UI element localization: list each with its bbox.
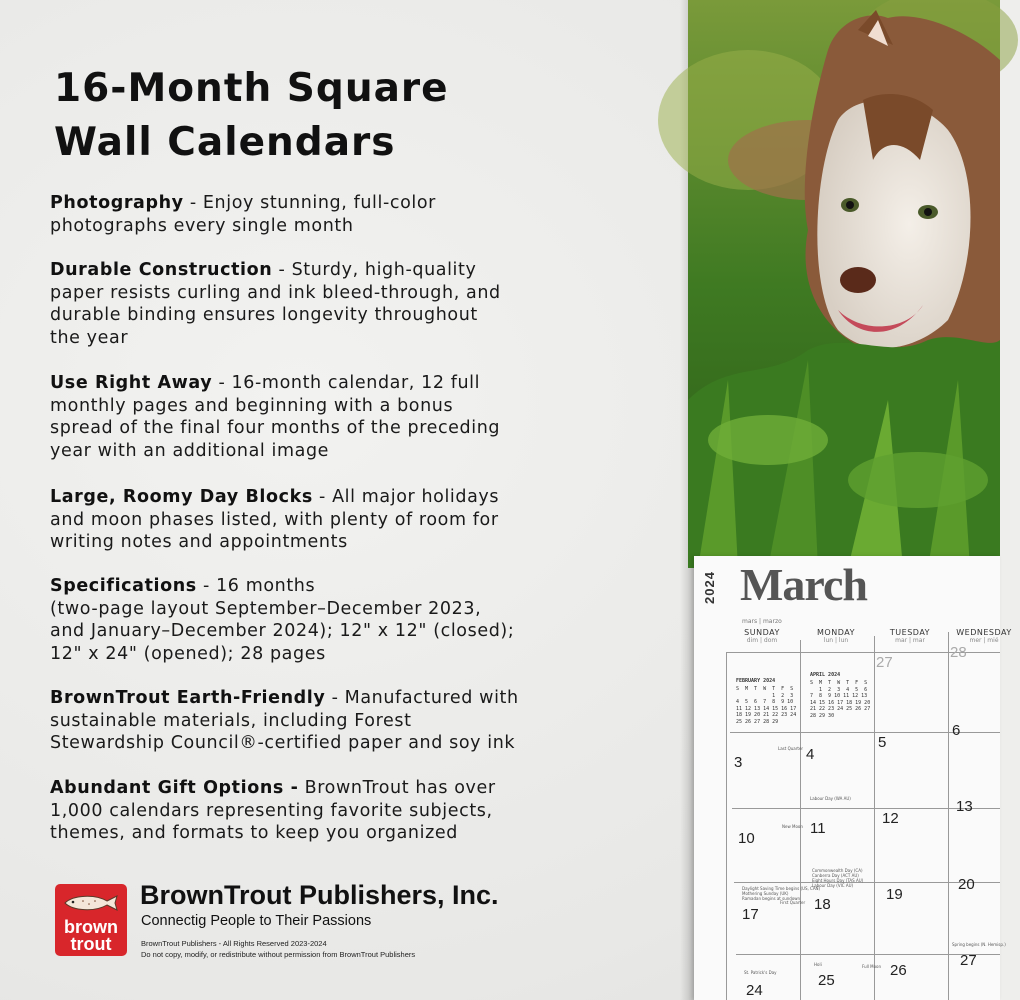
- feature-durable-construction: [50, 259, 650, 349]
- logo-word-brown: brown: [64, 917, 118, 937]
- feature-text: - 16-month calendar, 12 full: [212, 373, 481, 393]
- feature-text: photographs every single month: [50, 215, 354, 236]
- day-cell-19[interactable]: 19: [886, 886, 903, 903]
- calendar-year: 2024: [702, 571, 717, 604]
- calendar-month-translations: mars | marzo: [742, 618, 782, 625]
- grid-line: [948, 632, 949, 1000]
- feature-title: Photography: [50, 193, 184, 213]
- day-translation: lun | lun: [823, 637, 849, 644]
- page-title-line-2: Wall Calendars: [54, 120, 396, 165]
- day-translation: mer | mié: [969, 637, 999, 644]
- feature-text: paper resists curling and ink bleed-through, and: [50, 282, 501, 303]
- note-spring-begins: Spring begins (N. Hemisp.): [952, 942, 1006, 947]
- day-header-tuesday: [874, 628, 946, 644]
- note-first-quarter: First Quarter: [780, 900, 806, 905]
- note-commonwealth-day: Commonwealth Day (CA): [812, 868, 863, 873]
- day-cell-27[interactable]: 27: [960, 952, 977, 969]
- note-daylight-saving: Daylight Saving Time begins (US, CAN): [742, 886, 821, 891]
- feature-text: durable binding ensures longevity throughout: [50, 305, 478, 325]
- day-cell-5[interactable]: 5: [878, 734, 887, 751]
- feature-text: spread of the final four months of the preceding: [50, 418, 501, 438]
- day-header-monday: [800, 628, 872, 644]
- note-st-patricks-day: St. Patrick's Day: [744, 970, 777, 975]
- day-cell-3[interactable]: 3: [734, 754, 743, 771]
- day-cell-25[interactable]: 25: [818, 972, 835, 989]
- day-name: TUESDAY: [889, 628, 931, 637]
- feature-earth-friendly: [50, 687, 650, 755]
- day-name: WEDNESDAY: [956, 628, 1012, 637]
- feature-text: the year: [50, 327, 129, 348]
- day-cell-13[interactable]: 13: [956, 798, 973, 815]
- day-cell-11[interactable]: 11: [810, 820, 826, 837]
- calendar-grid-page: [694, 556, 1012, 1000]
- day-translation: mar | mar: [895, 637, 925, 644]
- day-header-wednesday: [948, 628, 1020, 644]
- feature-photography: [50, 192, 650, 237]
- feature-text: - 16 months: [196, 576, 316, 596]
- mini-calendar-february: S M T W T F S 1 2 3 4 5 6 7 8 9 10 11 12 13 14 15 16 17 18 19 20 21 22 23 24 25 26 27 28 29: [736, 686, 797, 725]
- feature-text: (two-page layout September–December 2023,: [50, 598, 482, 619]
- husky-puppy-image: [688, 0, 1000, 568]
- feature-title: Durable Construction: [50, 260, 273, 280]
- feature-title: BrownTrout Earth-Friendly: [50, 688, 326, 708]
- feature-text: - Manufactured with: [325, 688, 519, 708]
- feature-title: Specifications: [50, 576, 197, 596]
- feature-text: sustainable materials, including Forest: [50, 710, 412, 731]
- feature-title: Use Right Away: [50, 373, 213, 393]
- feature-text: 1,000 calendars representing favorite subjects,: [50, 800, 493, 821]
- publisher-tagline: Connectig People to Their Passions: [141, 913, 372, 929]
- day-cell-10[interactable]: 10: [738, 830, 755, 847]
- day-cell-prev-27[interactable]: 27: [876, 654, 893, 671]
- feature-text: - All major holidays: [312, 487, 500, 507]
- legal-rights: BrownTrout Publishers - All Rights Reserved 2023-2024: [141, 939, 327, 948]
- day-cell-4[interactable]: 4: [806, 746, 815, 763]
- day-name: MONDAY: [817, 628, 855, 637]
- grid-line: [800, 640, 801, 1000]
- publisher-name: BrownTrout Publishers, Inc.: [140, 880, 499, 910]
- day-cell-24[interactable]: 24: [746, 982, 763, 999]
- note-full-moon: Full Moon: [862, 964, 881, 969]
- trout-fish-icon: [61, 892, 121, 914]
- husky-puppy-photo: [688, 0, 1000, 568]
- note-labour-day-vic: Labour Day (VIC AU): [812, 883, 854, 888]
- note-canberra-day: Canberra Day (ACT AU): [812, 873, 859, 878]
- grid-line: [874, 636, 875, 1000]
- mini-calendar-february-title: FEBRUARY 2024: [736, 678, 776, 684]
- logo-word-trout: trout: [70, 934, 112, 954]
- legal-permission: Do not copy, modify, or redistribute without permission from BrownTrout Publishers: [141, 950, 416, 959]
- feature-text: Stewardship Council®-certified paper and soy ink: [50, 733, 516, 753]
- note-holi: Holi: [814, 962, 822, 967]
- day-cell-26[interactable]: 26: [890, 962, 907, 979]
- feature-title: Large, Roomy Day Blocks: [50, 487, 313, 507]
- day-header-sunday: [726, 628, 798, 644]
- grid-line: [726, 652, 727, 1000]
- feature-text: - Sturdy, high-quality: [272, 260, 477, 280]
- day-cell-12[interactable]: 12: [882, 810, 899, 827]
- feature-text: and January–December 2024); 12" x 12" (closed);: [50, 621, 515, 641]
- mini-calendar-april: S M T W T F S 1 2 3 4 5 6 7 8 9 10 11 12 13 14 15 16 17 18 19 20 21 22 23 24 25 26 27 28 29 30: [810, 680, 871, 719]
- note-ramadan: Ramadan begins at sundown: [742, 896, 801, 901]
- feature-use-right-away: [50, 372, 650, 462]
- day-cell-prev-28[interactable]: 28: [950, 644, 967, 661]
- feature-text: themes, and formats to keep you organized: [50, 823, 458, 843]
- day-name: SUNDAY: [744, 628, 780, 637]
- feature-text: year with an additional image: [50, 440, 330, 461]
- feature-text: monthly pages and beginning with a bonus: [50, 395, 454, 416]
- mini-calendar-april-title: APRIL 2024: [810, 672, 841, 678]
- page-title: [54, 62, 654, 170]
- feature-text: writing notes and appointments: [50, 532, 348, 552]
- publisher-legal: [141, 938, 415, 960]
- day-cell-20[interactable]: 20: [958, 876, 975, 893]
- note-labour-day: Labour Day (WA AU): [810, 796, 851, 801]
- note-eight-hours-day: Eight Hours Day (TAS AU): [812, 878, 864, 883]
- day-cell-18[interactable]: 18: [814, 896, 831, 913]
- feature-text: BrownTrout has over: [298, 778, 496, 798]
- feature-text: and moon phases listed, with plenty of room for: [50, 509, 499, 530]
- page-title-line-1: 16-Month Square: [54, 66, 449, 111]
- feature-text: - Enjoy stunning, full-color: [183, 193, 436, 213]
- note-moon-last-quarter: Last Quarter: [778, 746, 804, 751]
- feature-text: 12" x 24" (opened); 28 pages: [50, 643, 326, 664]
- calendar-month-title: March: [740, 559, 868, 610]
- day-cell-6[interactable]: 6: [952, 722, 961, 739]
- feature-gift-options: [50, 777, 650, 845]
- feature-day-blocks: [50, 486, 650, 554]
- feature-specifications: [50, 575, 650, 665]
- day-cell-17[interactable]: 17: [742, 906, 759, 923]
- day-translation: dim | dom: [746, 637, 778, 644]
- note-mothering-sunday: Mothering Sunday (UK): [742, 891, 789, 896]
- browntrout-logo: [55, 884, 127, 956]
- feature-title: Abundant Gift Options -: [50, 778, 299, 798]
- note-new-moon: New Moon: [782, 824, 803, 829]
